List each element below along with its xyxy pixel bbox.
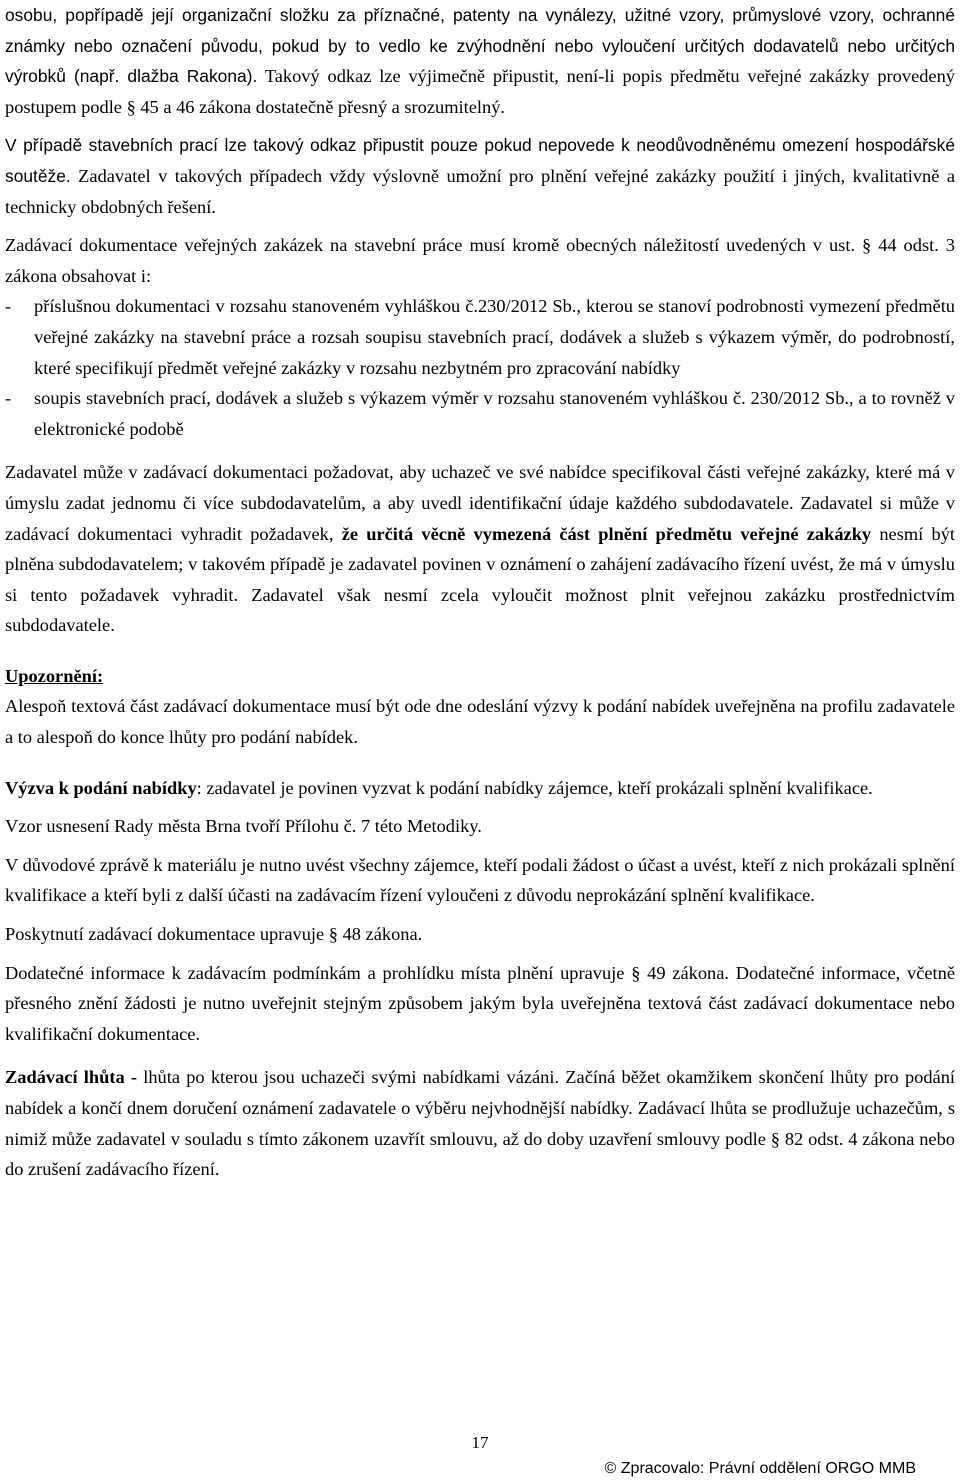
page-number: 17	[471, 1433, 489, 1452]
paragraph-subcontractors	[5, 457, 955, 641]
paragraph-bid-validity	[5, 1062, 955, 1184]
warning-text: Alespoň textová část zadávací dokumentace musí být ode dne odeslání výzvy k podání nabídek uveřejněna na profilu zadavatele a to alespoň do konce lhůty pro podání nabídek.	[5, 696, 955, 748]
paragraph-text: lhůta po kterou jsou uchazeči svými nabídkami vázáni. Začíná běžet okamžikem skončení lhůty pro podání nabídek a končí dnem doručení oznámení zadavatele o výběru nejvhodnější nabídky. Zadávací lhůta se prodlužuje uchazečům, s nimiž může zadavatel v souladu s tímto zákonem uzavřít smlouvu, až do doby uzavření smlouvy podle § 82 odst. 4 zákona nebo do zrušení zadávacího řízení.	[5, 1067, 955, 1180]
paragraph-invitation	[5, 773, 955, 804]
list-item-text: soupis stavebních prací, dodávek a služeb s výkazem výměr v rozsahu stanoveném vyhláškou č. 230/2012 Sb., a to rovněž v elektronické podobě	[34, 388, 955, 439]
term-heading: Zadávací lhůta -	[5, 1067, 138, 1088]
paragraph-text: osobu, popřípadě její organizační složku za příznačné, patenty na vynálezy, užitné vzory, průmyslové vzory, ochranné známky nebo označení původu, pokud by to vedlo ke zvýhodnění nebo vyloučení určitých dodavatelů nebo určitých výrobků (např. dlažba Rakona).	[5, 5, 955, 87]
paragraph-text: Takový odkaz lze výjimečně připustit, není-li popis předmětu veřejné zakázky provedený postupem podle § 45 a 46 zákona dostatečně přesný a srozumitelný.	[5, 66, 955, 117]
emphasis-text: že určitá věcně vymezená část plnění předmětu veřejné zakázky	[341, 523, 872, 544]
paragraph-text: : zadavatel je povinen vyzvat k podání nabídky zájemce, kteří prokázali splnění kvalifikace.	[196, 777, 873, 798]
list-item-text: příslušnou dokumentaci v rozsahu stanoveném vyhláškou č.230/2012 Sb., kterou se stanoví podrobnosti vymezení předmětu veřejné zakázky na stavební práce a rozsah soupisu stavebních prací, dodávek a služeb s výkazem výměr, do podrobností, které specifikují předmět veřejné zakázky v rozsahu nezbytném pro zpracování nabídky	[34, 296, 955, 378]
list-item	[5, 383, 955, 444]
paragraph-documentation-requirements: Zadávací dokumentace veřejných zakázek na stavební práce musí kromě obecných náležitostí uvedených v ust. § 44 odst. 3 zákona obsahovat i:	[5, 235, 955, 286]
paragraph-text: nesmí být plněna subdodavatelem; v takovém případě je zadavatel povinen v oznámení o zahájení zadávacího řízení uvést, že má v úmyslu si tento požadavek vyhradit. Zadavatel však nesmí zcela vyloučit možnost plnit veřejnou zakázku prostřednictvím subdodavatele.	[5, 523, 955, 636]
warning-heading: Upozornění:	[5, 665, 104, 686]
paragraph-text: Zadavatel může v zadávací dokumentaci požadovat, aby uchazeč ve své nabídce specifikoval části veřejné zakázky, které má v úmyslu zadat jednomu či více subdodavatelům, a aby uvedl identifikační údaje každého subdodavatele. Zadavatel si může v zadávací dokumentaci vyhradit požadavek,	[5, 462, 955, 544]
term-heading: Výzva k podání nabídky	[5, 777, 197, 798]
list-dash: -	[5, 296, 12, 317]
paragraph-text: V případě stavebních prací lze takový odkaz připustit pouze pokud nepovede k neodůvodněnému omezení hospodářské soutěže.	[5, 135, 955, 186]
paragraph-construction-reference	[5, 130, 955, 222]
list-dash: -	[5, 388, 12, 409]
paragraph-additional-information: Dodatečné informace k zadávacím podmínkám a prohlídku místa plnění upravuje § 49 zákona. Dodatečné informace, včetně přesného znění žádosti je nutno uveřejnit stejným způsobem jakým byla uveřejněna textová část zadávací dokumentace nebo kvalifikační dokumentace.	[5, 962, 955, 1044]
warning-title	[5, 661, 955, 692]
paragraph-documentation-provision: Poskytnutí zadávací dokumentace upravuje § 48 zákona.	[5, 924, 423, 945]
footer-credit: © Zpracovalo: Právní oddělení ORGO MMB	[604, 1460, 916, 1477]
paragraph-trademark-reference	[5, 0, 955, 122]
list-item	[5, 291, 955, 383]
paragraph-text: Zadavatel v takových případech vždy výslovně umožní pro plnění veřejné zakázky použití i jiných, kvalitativně a technicky obdobných řešení.	[5, 165, 955, 217]
paragraph-resolution-template: Vzor usnesení Rady města Brna tvoří Přílohu č. 7 této Metodiky.	[5, 816, 482, 837]
paragraph-explanatory-report: V důvodové zprávě k materiálu je nutno uvést všechny zájemce, kteří podali žádost o účast a uvést, kteří z nich prokázali splnění kvalifikace a kteří byli z další účasti na zadávacím řízení vyloučeni z důvodu neprokázání splnění kvalifikace.	[5, 854, 955, 906]
